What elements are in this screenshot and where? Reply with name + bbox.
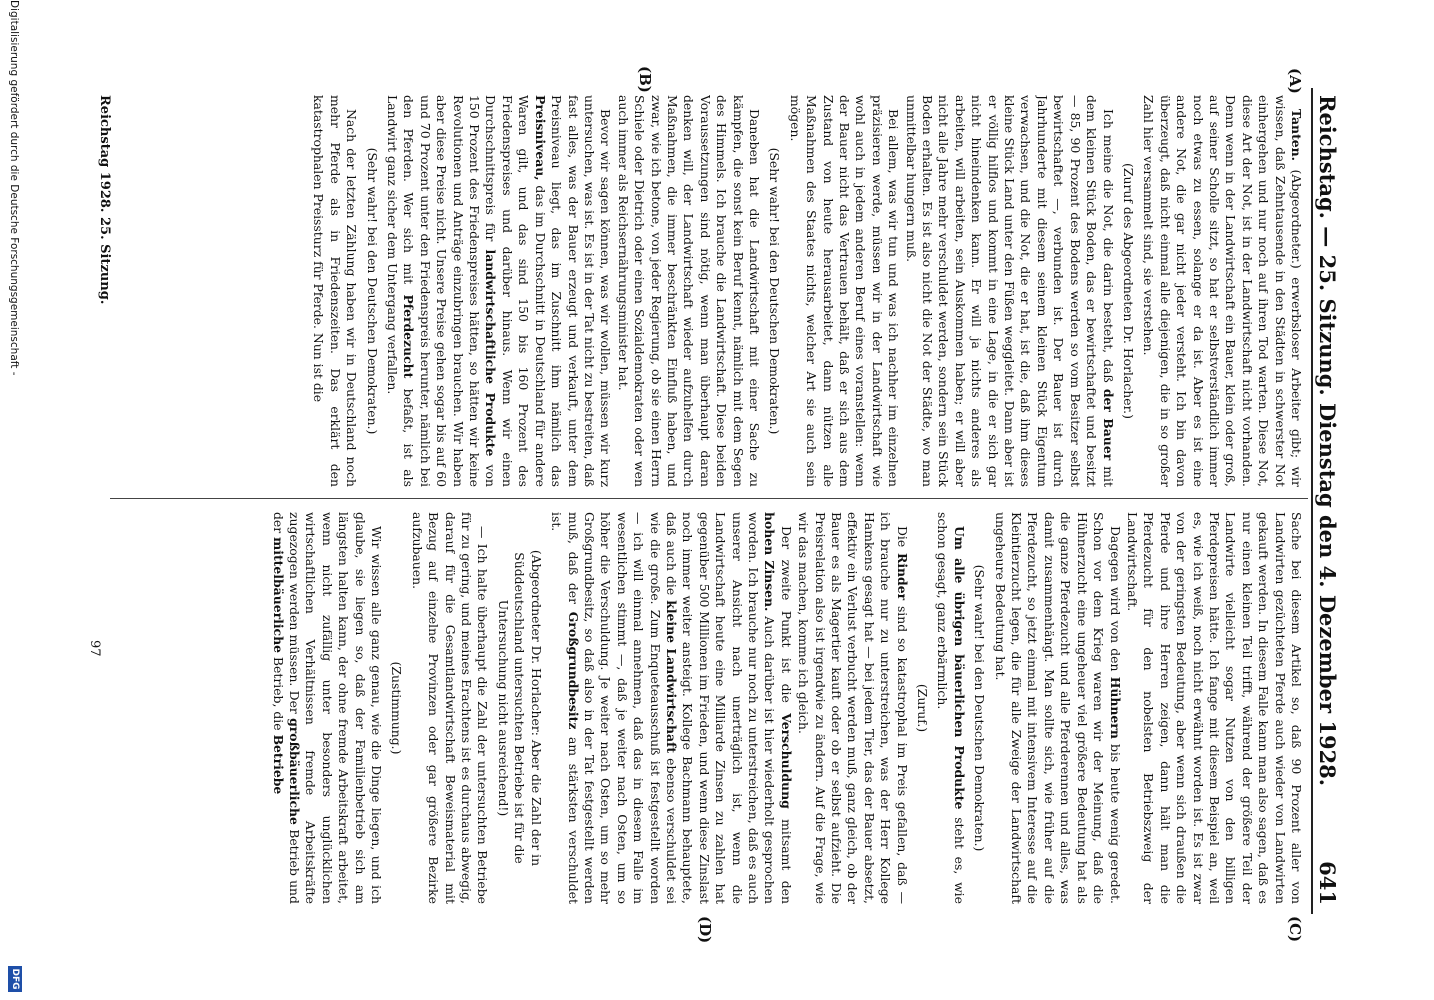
paragraph-text: Die bbox=[894, 526, 910, 548]
paragraph bbox=[548, 512, 794, 904]
paragraph-text: Auch darüber ist hier wiederholt gesprochen worden. Ich brauche nur noch zu unterstreichen, daß es auch unserer Ansicht nach unerträglich ist, wenn die Landwirtschaft heute eine Milliarde Zinsen zu zahlen hat gegenüber 500 Millionen im Frieden, und wenn diese Zinslast noch immer weiter ansteigt. Kollege Bachmann behauptete, daß auch die bbox=[663, 512, 778, 904]
paragraph-text: Bevor wir sagen können, was wir wollen, müssen wir kurz untersuchen, was ist. Es ist in der Tat nicht zu bestreiten, daß fast alles, was der Bauer erzeugt und verkauft, unter dem Preisniveau liegt, das im Zuschnitt ihm nämlich das bbox=[549, 95, 614, 487]
paragraph-text: Betrieb und der bbox=[270, 512, 303, 904]
emphasis: Um alle übrigen bäuerlichen Produkte bbox=[951, 526, 967, 810]
right-column bbox=[114, 512, 1304, 904]
paragraph-text: Der zweite Punkt ist die bbox=[778, 526, 794, 703]
emphasis: Verschuldung bbox=[778, 713, 794, 809]
paragraph-text: von 150 Prozent des Friedenspreises hätten, so hätten wir keine Revolutionen und Anträge einzubringen brauchen. Wir haben aber diese Preise nicht. Unsere Preise gehen sogar bis auf 60 und 70 Prozent unter den Friedenspreis herunter, nämlich bei den Pferden. Wer sich mit bbox=[401, 95, 499, 487]
footer-page-number: 97 bbox=[87, 640, 102, 657]
credit-text: Digitalisierung gefördert durch die Deutsche Forschungsgemeinschaft - bbox=[8, 0, 20, 376]
emphasis: Preisniveau, bbox=[532, 95, 548, 181]
speaker-name: Tanten. bbox=[1289, 109, 1304, 161]
interjection: (Sehr wahr! bei den Deutschen Demokraten.) bbox=[364, 147, 380, 435]
paragraph: — Ich halte überhaupt die Zahl der untersuchten Betriebe für zu gering, und meines Erachtens ist es durchaus abwegig, darauf für die Gesamtlandwirtschaft Beweismaterial mit Bezug auf einzelne Provinzen oder gar größere Bezirke aufzubauen. bbox=[409, 512, 491, 904]
emphasis: Großgrundbesitz bbox=[565, 611, 581, 730]
margin-marker-b: (B) bbox=[636, 66, 654, 93]
interjection: (Sehr wahr! bei den Deutschen Demokraten.) bbox=[767, 147, 783, 435]
paragraph-text: bis heute wenig geredet. Schon vor dem Krieg waren wir der Meinung, daß die Hühnerzucht eine ungeheuer viel größere Bedeutung hat als die ganze Pferdezucht und alle Pferderennen und alles, was damit zusammenhängt. Man sollte sich, wie früher auf die Pferdezucht, so jetzt einmal mit intensivem Interesse auf die Kleintierzucht legen, die für alle Zweige der Landwirtschaft ungeheure Bedeutung hat. bbox=[992, 512, 1123, 904]
paragraph bbox=[902, 95, 1115, 487]
page-header-title: Reichstag. — 25. Sitzung. Dienstag den 4. Dezember 1928. bbox=[1315, 95, 1340, 787]
paragraph-text: das im Durchschnitt in Deutschland für andere Waren gilt, und das sind 150 bis 160 Prozent des Friedenspreises und darüber hinaus. Wenn wir einen Durchschnittspreis für bbox=[483, 95, 548, 487]
paragraph-text: Wir wissen alle ganz genau, wie die Dinge liegen, und ich glaube, sie liegen so, daß der Familienbetrieb sich am längsten halten kann, der ohne fremde Arbeitskraft arbeitet, wenn nicht zufällig unter besonders unglücklichen wirtschaftlichen Verhältnissen fremde Arbeitskräfte zugezogen werden müssen. Der bbox=[287, 512, 385, 904]
paragraph bbox=[991, 512, 1122, 904]
paragraph-text: Dagegen wird von den bbox=[1107, 526, 1123, 672]
paragraph-text: Ich meine die Not, die darin besteht, daß bbox=[1100, 109, 1116, 383]
dfg-logo: DFG bbox=[8, 966, 22, 992]
margin-marker-a: (A) bbox=[1286, 68, 1304, 94]
paragraph-text: am stärksten verschuldet ist. bbox=[549, 512, 581, 904]
paragraph-text: steht es, wie schon gesagt, ganz erbärmlich. bbox=[935, 512, 967, 904]
paragraph bbox=[795, 512, 910, 904]
emphasis: Pferdezucht bbox=[401, 294, 417, 379]
paragraph-text: (Abgeordneter.) erwerbsloser Arbeiter gibt; wir wissen, daß Zehntausende in den Städten in schwerster Not einhergehen und nur noch auf ihren Tod warten. Diese Not, diese Art der Not, ist in der Landwirtschaft nicht vorhanden. Denn wenn in der Landwirtschaft ein Bauer, klein oder groß, auf seiner Scholle sitzt, so hat er selbstverständlich immer noch etwas zu essen, solange er da ist. Aber es ist eine andere Not, die gar nicht jeder versteht. Ich bin davon überzeugt, daß nicht einmal alle diejenigen, die in so großer Zahl hier versammelt sind, sie verstehen. bbox=[1141, 95, 1304, 487]
paragraph-text: befaßt, ist als Landwirt ganz sicher dem Untergang verfallen. bbox=[385, 95, 417, 487]
paragraph bbox=[269, 512, 384, 904]
paragraph: Daneben hat die Landwirtschaft mit einer Sache zu kämpfen, die sonst kein Beruf kennt, nämlich mit dem Segen des Himmels. Ich brauche die Landwirtschaft. Diese beiden Voraussetzungen sind nötig, wenn man überhaupt daran denken will, der Landwirtschaft wieder aufzuhelfen durch Maßnahmen, die immer beschränkten Einfluß haben, und zwar, wie ich betone, von jeder Regierung, ob sie einen Herrn Schiele oder Dietrich oder einen Sozialdemokraten oder wen auch immer als Reichsernährungsminister hat. bbox=[615, 95, 762, 487]
emphasis: Betriebe bbox=[270, 734, 286, 795]
paragraph-text: mitsamt den bbox=[778, 819, 794, 904]
margin-marker-c: (C) bbox=[1286, 916, 1304, 943]
paragraph-text: sind so katastrophal im Preis gefallen, daß — ich brauche nur zu unterstreichen, was der Herr Kollege Hamkens gesagt hat — bei jedem Tier, das der Bauer absetzt, effektiv ein Verlust verbucht werden muß, ganz gleich, ob der Bauer es als Magertier kauft oder ob er selbst aufzieht. Die Preisrelation also ist irgendwie zu ändern. Auf die Frage, wie wir das machen, komme ich gleich. bbox=[796, 512, 910, 904]
interjection: (Abgeordneter Dr. Horlacher: Aber die Zahl der in Süddeutschland untersuchten Betriebe ist für die Untersuchung nicht ausreichend!) bbox=[495, 549, 544, 867]
header-rule bbox=[1311, 88, 1313, 914]
interjection: (Zuruf.) bbox=[915, 683, 931, 733]
paragraph: Bei allem, was wir tun und was ich nachher im einzelnen präzisieren werde, müssen wir in der Landwirtschaft wie wohl auch in jedem anderen Beruf eines voranstellen: wenn der Bauer nicht das Vertrauen behält, daß er sich aus dem Zustand von heute herausarbeitet, dann nützen alle Maßnahmen des Staates nichts, welcher Art sie auch sein mögen. bbox=[787, 95, 902, 487]
interjection: (Sehr wahr! bei den Deutschen Demokraten.) bbox=[972, 564, 988, 852]
page-footer: Reichstag 1928. 25. Sitzung. bbox=[97, 95, 112, 305]
column-divider bbox=[110, 498, 1308, 499]
paragraph bbox=[1140, 95, 1304, 487]
paragraph-text: mit dem kleinen Stück Boden, das er bewirtschaftet und besitzt — 85, 90 Prozent des Bodens werden so vom Besitzer selbst bewirtschaftet —, verbunden ist. Der Bauer ist durch Jahrhunderte mit diesem seinem kleinen Stück Eigentum verwachsen, und die Not, die er hat, ist die, daß ihm dieses kleine Stück Land unter den Füßen weggleitet. Dann aber ist er völlig hilflos und kommt in eine Lage, in die er sich gar nicht hineindenken kann. Er will ja nichts anderes als arbeiten, will arbeiten, sein Auskommen haben; er will aber nicht alle Jahre mehr verschuldet werden, sondern sein Stück Boden erhalten. Es ist also nicht die Not der Städte, wo man unmittelbar hungern muß. bbox=[903, 95, 1116, 487]
paragraph: Sache bei diesem Artikel so, daß 90 Prozent aller von Landwirten gezüchteten Pferde auch wieder von Landwirten gekauft werden. In diesem Falle kann man also sagen, daß es nur einen kleinen Teil trifft, während der größere Teil der Landwirte vielleicht sogar Nutzen von den billigen Pferdepreisen hätte. Ich fange mit diesem Beispiel an, weil es, wie ich weiß, noch nicht erwähnt worden ist. Es ist zwar von der geringsten Bedeutung, aber wenn sich draußen die Pferde und ihre Herren zeigen, dann hält man die Pferdezucht für den nobelsten Betriebszweig der Landwirtschaft. bbox=[1124, 512, 1304, 904]
paragraph bbox=[384, 95, 614, 487]
left-column bbox=[114, 95, 1304, 487]
paragraph: Nach der letzten Zählung haben wir in Deutschland noch mehr Pferde als in Friedenszeiten. Das erklärt den katastrophalen Preissturz für Pferde. Nun ist die bbox=[311, 95, 360, 487]
paragraph-text: Betrieb, die bbox=[270, 656, 286, 731]
emphasis: hohen Zinsen. bbox=[762, 512, 778, 612]
emphasis: Rinder bbox=[894, 553, 910, 601]
emphasis: Hühnern bbox=[1107, 676, 1123, 739]
emphasis: landwirtschaftliche Produkte bbox=[483, 249, 499, 457]
interjection: (Zustimmung.) bbox=[389, 661, 405, 755]
interjection: (Zuruf des Abgeordneten Dr. Horlacher.) bbox=[1120, 163, 1136, 419]
paragraph bbox=[934, 512, 967, 904]
emphasis: kleine Landwirtschaft bbox=[663, 600, 679, 754]
page-header-number: 641 bbox=[1315, 861, 1340, 905]
paragraph-text: ebenso verschuldet sei wie die große. Zum Enqueteausschuß ist festgestellt worden — ich will einmal annehmen, daß das in diesem Falle im wesentlichen stimmt —, daß je weiter nach Osten, um so höher die Verschuldung. Je weiter nach Osten, um so mehr Großgrundbesitz, so daß also in der Tat festgestellt werden muß, daß der bbox=[565, 512, 679, 904]
emphasis: mittelbäuerliche bbox=[270, 537, 286, 653]
emphasis: der Bauer bbox=[1100, 388, 1116, 461]
emphasis: großbäuerliche bbox=[287, 718, 303, 825]
margin-marker-d: (D) bbox=[696, 916, 714, 944]
digitization-credit bbox=[5, 0, 23, 1000]
